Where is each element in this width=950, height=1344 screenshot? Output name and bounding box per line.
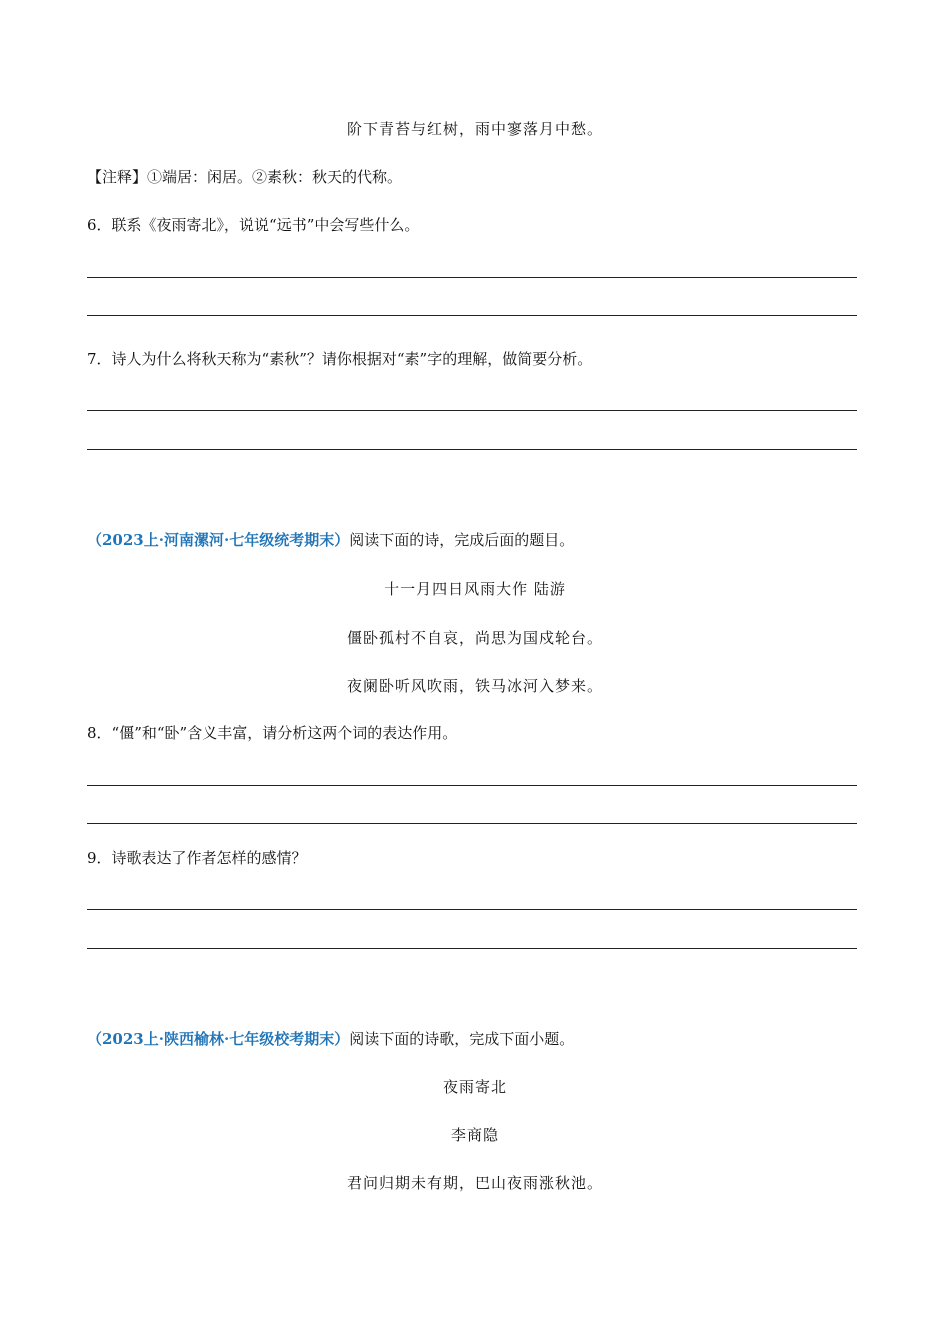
- answer-line: [87, 315, 857, 316]
- question-8: 8．“僵”和“卧”含义丰富，请分析这两个词的表达作用。: [87, 724, 458, 742]
- poem-title: 夜雨寄北: [442, 1078, 507, 1096]
- answer-line: [87, 823, 857, 824]
- answer-line: [87, 909, 857, 910]
- section-header: [87, 1028, 574, 1049]
- poem-line: 阶下青苔与红树，雨中寥落月中愁。: [346, 120, 603, 138]
- poem-title: 十一月四日风雨大作 陆游: [384, 580, 566, 598]
- question-9: 9．诗歌表达了作者怎样的感情？: [87, 849, 307, 867]
- reading-instruction: 阅读下面的诗歌，完成下面小题。: [349, 1030, 575, 1048]
- poem-line: 僵卧孤村不自哀，尚思为国戍轮台。: [346, 629, 603, 647]
- answer-line: [87, 277, 857, 278]
- section-header: [87, 529, 574, 550]
- poem-line: 夜阑卧听风吹雨，铁马冰河入梦来。: [346, 677, 603, 695]
- poem-line: 君问归期未有期，巴山夜雨涨秋池。: [346, 1174, 603, 1192]
- answer-line: [87, 410, 857, 411]
- annotation-note: 【注释】①端居：闲居。②素秋：秋天的代称。: [87, 168, 403, 186]
- reading-instruction: 阅读下面的诗，完成后面的题目。: [349, 531, 575, 549]
- answer-line: [87, 785, 857, 786]
- poem-author: 李商隐: [450, 1126, 499, 1144]
- exam-source: （2023上·河南漯河·七年级统考期末）: [87, 531, 350, 549]
- exam-source: （2023上·陕西榆林·七年级校考期末）: [87, 1030, 350, 1048]
- answer-line: [87, 449, 857, 450]
- question-7: 7．诗人为什么将秋天称为“素秋”？请你根据对“素”字的理解，做简要分析。: [87, 350, 593, 368]
- answer-line: [87, 948, 857, 949]
- question-6: 6．联系《夜雨寄北》，说说“远书”中会写些什么。: [87, 216, 420, 234]
